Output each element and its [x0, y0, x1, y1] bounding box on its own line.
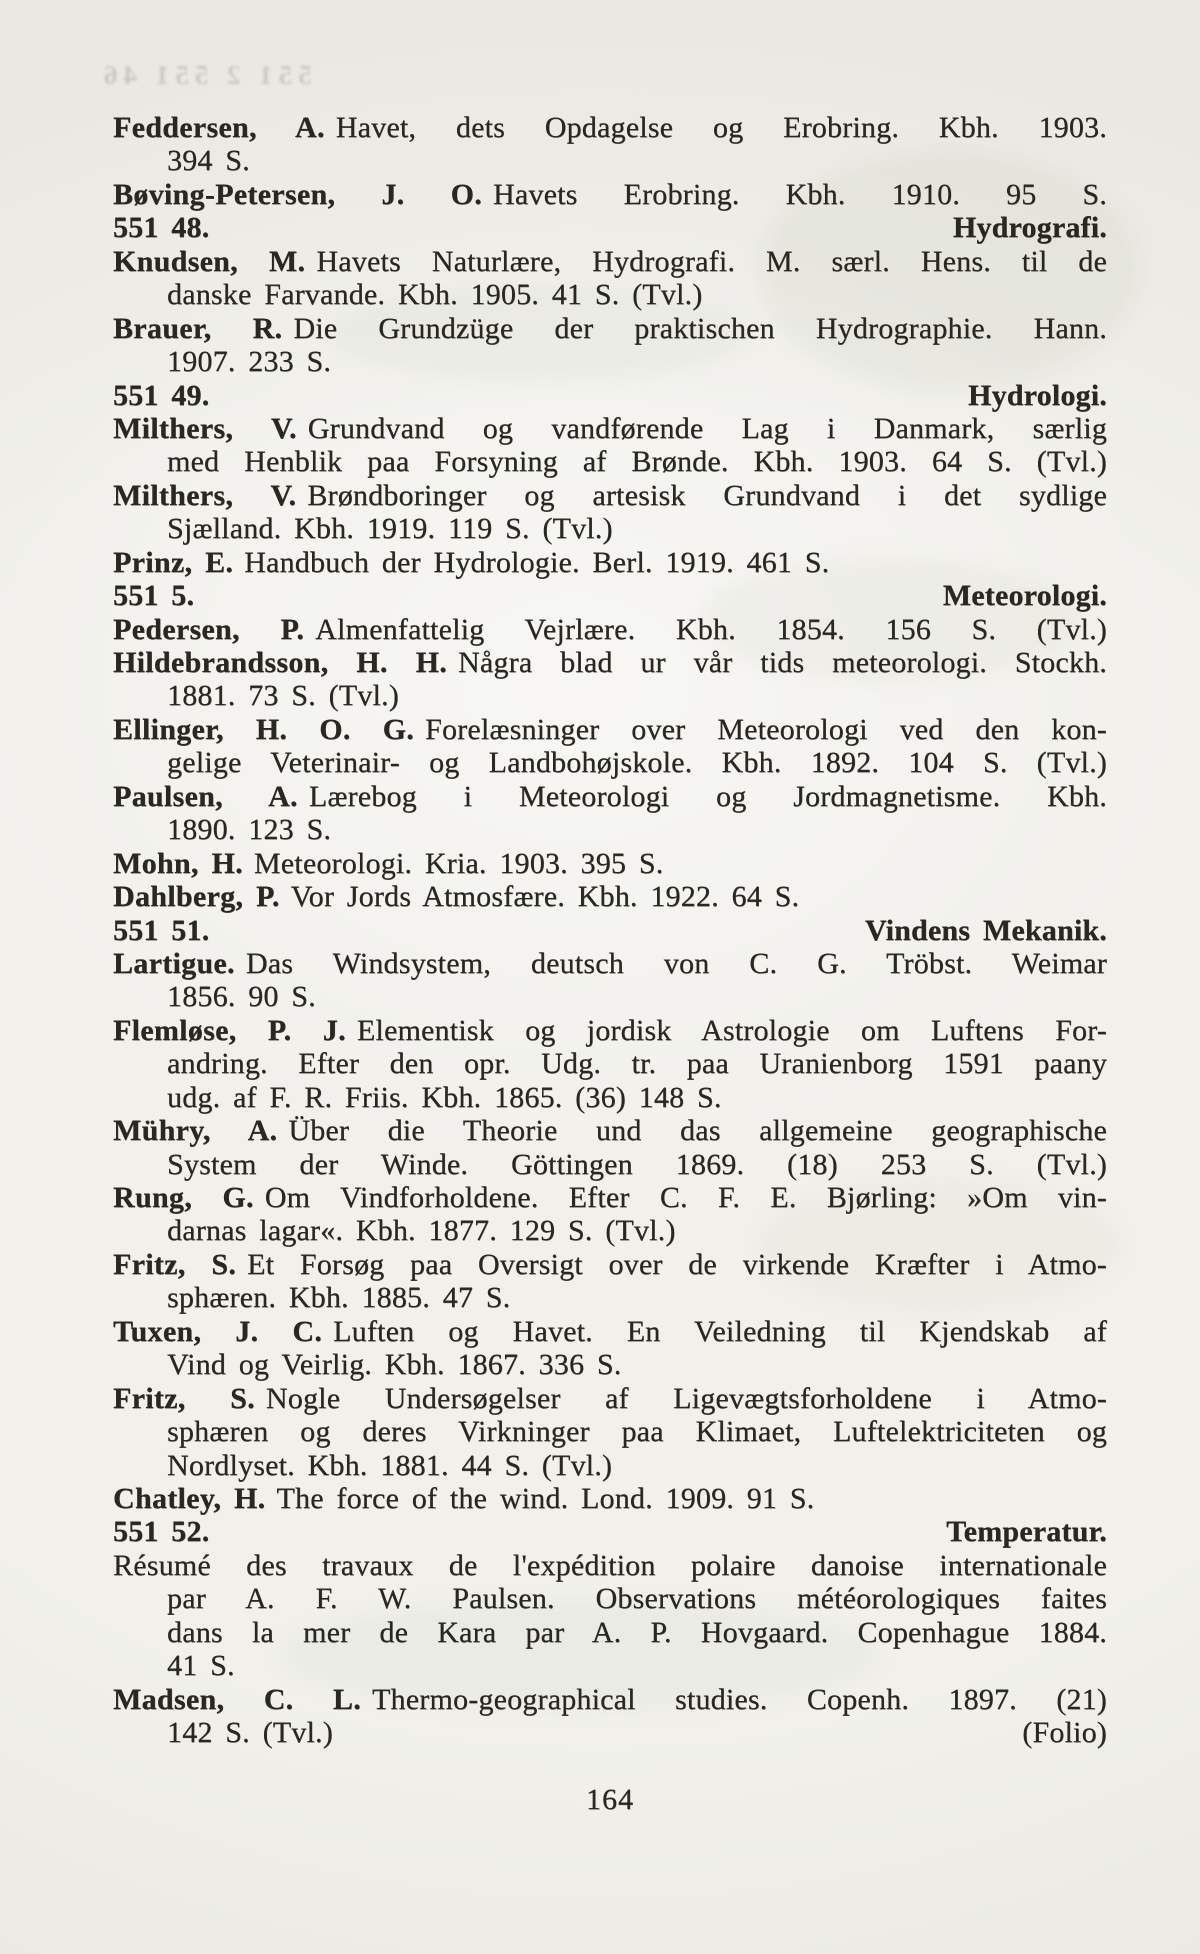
section-heading-row: [113, 379, 1107, 412]
entry-text: Vor Jords Atmosfære. Kbh. 1922. 64 S.: [290, 880, 800, 914]
bibliography-line: [113, 780, 1107, 813]
entry-text: udg. af F. R. Friis. Kbh. 1865. (36) 148 S.: [167, 1080, 722, 1114]
entry-text: Almenfattelig Vejrlære. Kbh. 1854. 156 S. (Tvl.): [315, 612, 1107, 646]
entry-text: Nordlyset. Kbh. 1881. 44 S. (Tvl.): [167, 1448, 613, 1482]
bibliography-line: [113, 178, 1107, 211]
entry-text: Meteorologi. Kria. 1903. 395 S.: [253, 846, 664, 880]
entry-text: 1881. 73 S. (Tvl.): [167, 679, 399, 713]
entry-text: The force of the wind. Lond. 1909. 91 S.: [276, 1481, 815, 1515]
entry-text: sphæren og deres Virkninger paa Klimaet, Luftelektriciteten og: [167, 1415, 1107, 1449]
author-name: Dahlberg, P.: [113, 880, 280, 914]
bibliography-line: [113, 479, 1107, 512]
author-name: Fritz, S.: [113, 1381, 255, 1415]
classification-number: 551 49.: [113, 378, 210, 412]
entry-text: Vind og Veirlig. Kbh. 1867. 336 S.: [167, 1348, 622, 1382]
section-heading-row: [113, 211, 1107, 244]
bibliography-line: [113, 1114, 1107, 1147]
entry-text: par A. F. W. Paulsen. Observations météorologiques faites: [167, 1582, 1107, 1616]
entry-text: Thermo-geographical studies. Copenh. 1897. (21): [372, 1682, 1108, 1716]
bibliography-line: [113, 980, 1107, 1013]
entry-text: Handbuch der Hydrologie. Berl. 1919. 461 S.: [244, 545, 830, 579]
classification-number: 551 51.: [113, 913, 210, 947]
bibliography-line: [113, 512, 1107, 545]
section-heading-row: [113, 1515, 1107, 1548]
bibliography-line: [113, 1348, 1107, 1381]
section-title: Meteorologi.: [942, 579, 1107, 613]
bibliography-line: [113, 144, 1107, 177]
bibliography-line: [113, 1649, 1107, 1682]
author-name: Hildebrandsson, H. H.: [113, 646, 448, 679]
bleedthrough-text: 551 2 551 46: [98, 60, 312, 90]
entry-text: Das Windsystem, deutsch von C. G. Tröbst. Weimar: [245, 946, 1107, 980]
bibliography-line: [113, 847, 1107, 880]
bibliography-line: [113, 1415, 1107, 1448]
entry-text: danske Farvande. Kbh. 1905. 41 S. (Tvl.): [167, 278, 703, 312]
entry-text: Elementisk og jordisk Astrologie om Luftens For-: [356, 1013, 1107, 1047]
bibliography-line: [113, 1081, 1107, 1114]
author-name: Bøving-Petersen, J. O.: [113, 177, 483, 211]
bibliography-text: [113, 111, 1107, 1749]
entry-text: Nogle Undersøgelser af Ligevægtsforholdene i Atmo-: [265, 1381, 1108, 1415]
bibliography-line: [113, 679, 1107, 712]
entry-text: 394 S.: [167, 144, 250, 178]
bibliography-line: [113, 111, 1107, 144]
author-name: Mühry, A.: [113, 1114, 278, 1148]
bibliography-line: [113, 813, 1107, 846]
bibliography-line: [113, 445, 1107, 478]
section-title: Hydrologi.: [968, 378, 1107, 412]
entry-text: darnas lagar«. Kbh. 1877. 129 S. (Tvl.): [167, 1214, 676, 1248]
author-name: Knudsen, M.: [113, 244, 306, 278]
section-heading-row: [113, 579, 1107, 612]
bibliography-line: [113, 1181, 1107, 1214]
author-name: Mohn, H.: [113, 846, 243, 880]
entry-text: Grundvand og vandførende Lag i Danmark, særlig: [307, 411, 1107, 445]
bibliography-line: [113, 245, 1107, 278]
bibliography-line: [113, 412, 1107, 445]
entry-text: 41 S.: [167, 1649, 235, 1683]
entry-text: dans la mer de Kara par A. P. Hovgaard. Copenhague 1884.: [167, 1615, 1107, 1649]
bibliography-line: [113, 1683, 1107, 1716]
author-name: Brauer, R.: [113, 311, 283, 345]
entry-text: sphæren. Kbh. 1885. 47 S.: [167, 1281, 511, 1315]
bibliography-line: [113, 1482, 1107, 1515]
author-name: Flemløse, P. J.: [113, 1013, 346, 1047]
author-name: Chatley, H.: [113, 1481, 266, 1515]
bibliography-line: [113, 1014, 1107, 1047]
bibliography-line: [113, 1148, 1107, 1181]
author-name: Madsen, C. L.: [113, 1682, 362, 1716]
author-name: Tuxen, J. C.: [113, 1314, 323, 1348]
entry-text: Havet, dets Opdagelse og Erobring. Kbh. 1903.: [335, 111, 1107, 144]
classification-number: 551 52.: [113, 1515, 210, 1549]
bibliography-line: [113, 880, 1107, 913]
entry-text: Die Grundzüge der praktischen Hydrographie. Hann.: [293, 311, 1107, 345]
entry-text: Havets Erobring. Kbh. 1910. 95 S.: [493, 177, 1107, 211]
bibliography-line: [113, 1449, 1107, 1482]
bibliography-line: [113, 1616, 1107, 1649]
bibliography-line: [113, 1716, 1107, 1749]
author-name: Rung, G.: [113, 1181, 254, 1214]
section-title: Vindens Mekanik.: [864, 913, 1107, 947]
entry-text: med Henblik paa Forsyning af Brønde. Kbh. 1903. 64 S. (Tvl.): [167, 445, 1107, 479]
bibliography-line: [113, 613, 1107, 646]
entry-text: Et Forsøg paa Oversigt over de virkende Kræfter i Atmo-: [247, 1247, 1107, 1281]
entry-text: Luften og Havet. En Veiledning til Kjendskab af: [333, 1314, 1107, 1348]
entry-text: 142 S. (Tvl.): [167, 1716, 333, 1749]
entry-text: 1856. 90 S.: [167, 980, 316, 1014]
author-name: Pedersen, P.: [113, 612, 305, 646]
bibliography-line: [113, 546, 1107, 579]
entry-text: Om Vindforholdene. Efter C. F. E. Bjørling: »Om vin-: [264, 1181, 1107, 1214]
bibliography-line: [113, 646, 1107, 679]
entry-text: System der Winde. Göttingen 1869. (18) 253 S. (Tvl.): [167, 1147, 1107, 1181]
classification-number: 551 48.: [113, 211, 210, 245]
bibliography-line: [113, 1047, 1107, 1080]
section-heading-row: [113, 914, 1107, 947]
bibliography-line: [113, 345, 1107, 378]
bibliography-line: [113, 1281, 1107, 1314]
author-name: Lartigue.: [113, 946, 235, 980]
author-name: Milthers, V.: [113, 411, 297, 445]
section-title: Temperatur.: [946, 1515, 1107, 1549]
entry-text: Über die Theorie und das allgemeine geographische: [288, 1114, 1108, 1148]
bibliography-line: [113, 1382, 1107, 1415]
author-name: Prinz, E.: [113, 545, 234, 579]
bibliography-line: [113, 1315, 1107, 1348]
entry-text: 1907. 233 S.: [167, 345, 332, 379]
entry-text: 1890. 123 S.: [167, 813, 332, 847]
author-name: Milthers, V.: [113, 478, 297, 512]
bibliography-line: [113, 312, 1107, 345]
entry-text: Brøndboringer og artesisk Grundvand i det sydlige: [307, 478, 1107, 512]
entry-text: andring. Efter den opr. Udg. tr. paa Uranienborg 1591 paany: [167, 1047, 1107, 1081]
author-name: Feddersen, A.: [113, 111, 325, 144]
entry-text: Résumé des travaux de l'expédition polaire danoise internationale: [113, 1548, 1107, 1582]
entry-text: Forelæsninger over Meteorologi ved den kon-: [425, 712, 1107, 746]
author-name: Paulsen, A.: [113, 779, 298, 813]
bibliography-line: [113, 1549, 1107, 1582]
bibliography-line: [113, 278, 1107, 311]
author-name: Fritz, S.: [113, 1247, 237, 1281]
entry-text: Några blad ur vår tids meteorologi. Stockh.: [458, 646, 1107, 679]
page-number: 164: [586, 1783, 634, 1816]
section-title: Hydrografi.: [952, 211, 1107, 245]
entry-text: Sjælland. Kbh. 1919. 119 S. (Tvl.): [167, 512, 613, 546]
entry-text: Havets Naturlære, Hydrografi. M. særl. Hens. til de: [316, 244, 1107, 278]
classification-number: 551 5.: [113, 579, 195, 613]
bibliography-line: [113, 1214, 1107, 1247]
entry-text: gelige Veterinair- og Landbohøjskole. Kbh. 1892. 104 S. (Tvl.): [167, 746, 1107, 780]
bibliography-line: [113, 713, 1107, 746]
entry-text: Lærebog i Meteorologi og Jordmagnetisme. Kbh.: [308, 779, 1107, 813]
bibliography-line: [113, 1582, 1107, 1615]
format-note: (Folio): [1022, 1716, 1107, 1749]
bibliography-line: [113, 947, 1107, 980]
bibliography-line: [113, 746, 1107, 779]
author-name: Ellinger, H. O. G.: [113, 712, 415, 746]
bibliography-line: [113, 1248, 1107, 1281]
